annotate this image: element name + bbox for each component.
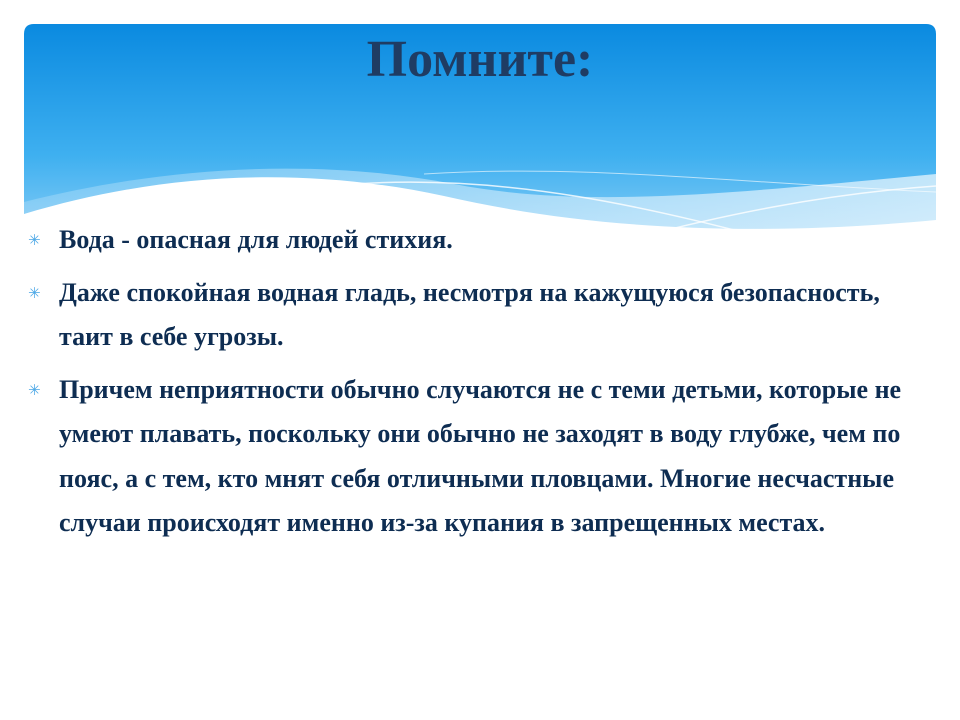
- bullet-item-2: [28, 271, 908, 360]
- bullet-item-3: [28, 368, 908, 546]
- asterisk-bullet-icon: ✳: [28, 283, 41, 302]
- bullet-text-2: Даже спокойная водная гладь, несмотря на кажущуюся безопасность, таит в себе угрозы.: [59, 277, 880, 351]
- slide-title: Помните:: [366, 31, 594, 88]
- asterisk-bullet-icon: ✳: [28, 380, 41, 399]
- bullet-item-1: [28, 218, 908, 263]
- bullet-text-3: Причем неприятности обычно случаются не с теми детьми, которые не умеют плавать, поскольку они обычно не заходят в воду глубже, чем по пояс, а с тем, кто мнят себя отличными пловцами. Многие несчастные случаи происходят именно из-за купания в запрещенных местах.: [59, 374, 902, 537]
- asterisk-bullet-icon: ✳: [28, 231, 41, 249]
- bullet-text-1: Вода - опасная для людей стихия.: [59, 225, 453, 254]
- bullet-list: [28, 218, 908, 554]
